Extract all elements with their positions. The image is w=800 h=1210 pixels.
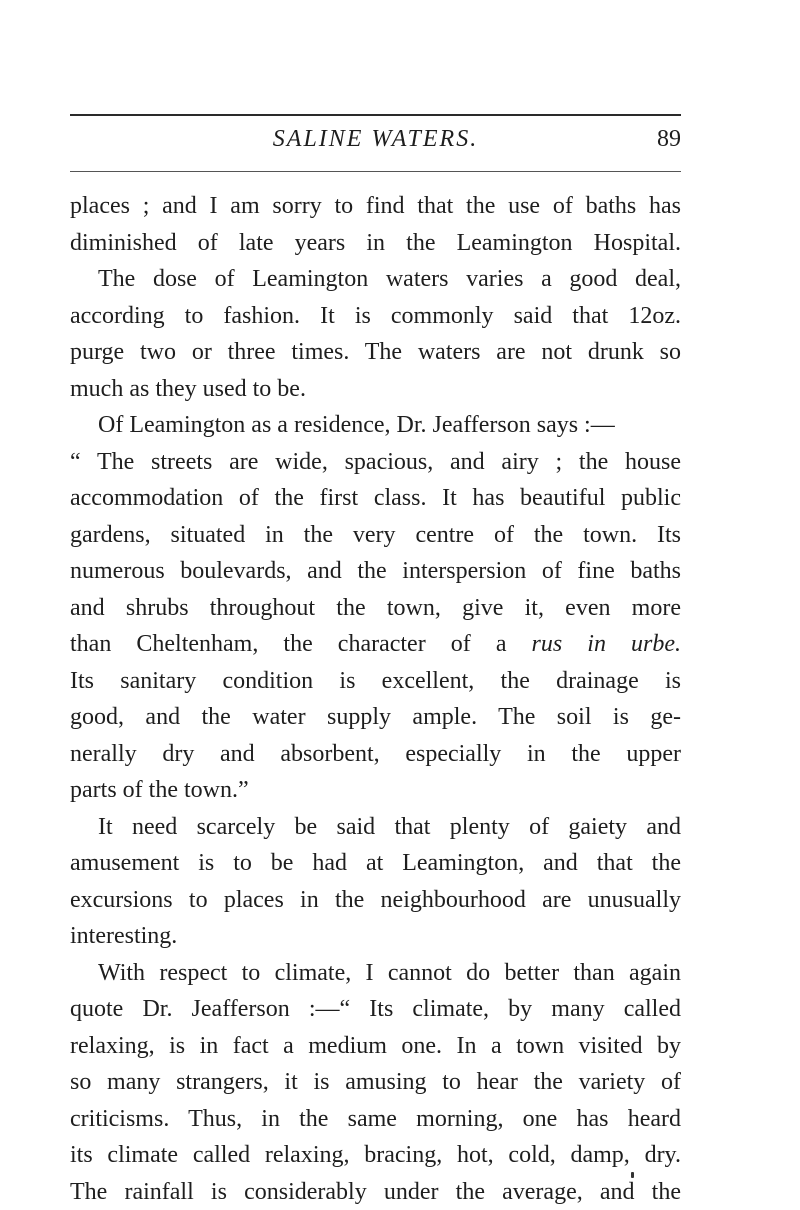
- latin-phrase: rus in urbe.: [532, 631, 681, 657]
- text-line: excursions to places in the neighbourhood are unusually: [70, 882, 681, 919]
- text-line: much as they used to be.: [70, 371, 681, 408]
- running-head: [70, 126, 681, 164]
- text-line: so many strangers, it is amusing to hear the variety of: [70, 1064, 681, 1101]
- header-top-rule: [70, 114, 681, 116]
- text-line: “ The streets are wide, spacious, and airy ; the house: [70, 444, 681, 481]
- text-line: criticisms. Thus, in the same morning, one has heard: [70, 1101, 681, 1138]
- text-line: according to fashion. It is commonly said that 12oz.: [70, 298, 681, 335]
- text-line: interesting.: [70, 918, 681, 955]
- text-line: relaxing, is in fact a medium one. In a town visited by: [70, 1028, 681, 1065]
- page-number: 89: [657, 126, 681, 153]
- text-segment: than Cheltenham, the character of a: [70, 631, 506, 657]
- text-line: diminished of late years in the Leamington Hospital.: [70, 225, 681, 262]
- body-text: [70, 188, 681, 1210]
- text-line: places ; and I am sorry to find that the use of baths has: [70, 188, 681, 225]
- text-line: numerous boulevards, and the interspersion of fine baths: [70, 553, 681, 590]
- text-line: quote Dr. Jeafferson :—“ Its climate, by many called: [70, 991, 681, 1028]
- text-line: good, and the water supply ample. The soil is ge-: [70, 699, 681, 736]
- text-line: It need scarcely be said that plenty of gaiety and: [70, 809, 681, 846]
- text-line: amusement is to be had at Leamington, and that the: [70, 845, 681, 882]
- text-line: and shrubs throughout the town, give it, even more: [70, 590, 681, 627]
- text-line: its climate called relaxing, bracing, hot, cold, damp, dry.: [70, 1137, 681, 1174]
- text-line: gardens, situated in the very centre of the town. Its: [70, 517, 681, 554]
- header-bottom-rule: [70, 171, 681, 172]
- running-title: SALINE WATERS.: [70, 126, 681, 153]
- text-line: accommodation of the first class. It has beautiful public: [70, 480, 681, 517]
- text-line: The dose of Leamington waters varies a good deal,: [70, 261, 681, 298]
- text-line: [70, 626, 681, 663]
- printer-mark: [631, 1172, 634, 1178]
- text-line: With respect to climate, I cannot do better than again: [70, 955, 681, 992]
- text-line: Of Leamington as a residence, Dr. Jeafferson says :—: [70, 407, 681, 444]
- text-line: nerally dry and absorbent, especially in the upper: [70, 736, 681, 773]
- text-line: purge two or three times. The waters are not drunk so: [70, 334, 681, 371]
- text-line: parts of the town.”: [70, 772, 681, 809]
- text-line: The rainfall is considerably under the average, and the: [70, 1174, 681, 1210]
- text-line: Its sanitary condition is excellent, the drainage is: [70, 663, 681, 700]
